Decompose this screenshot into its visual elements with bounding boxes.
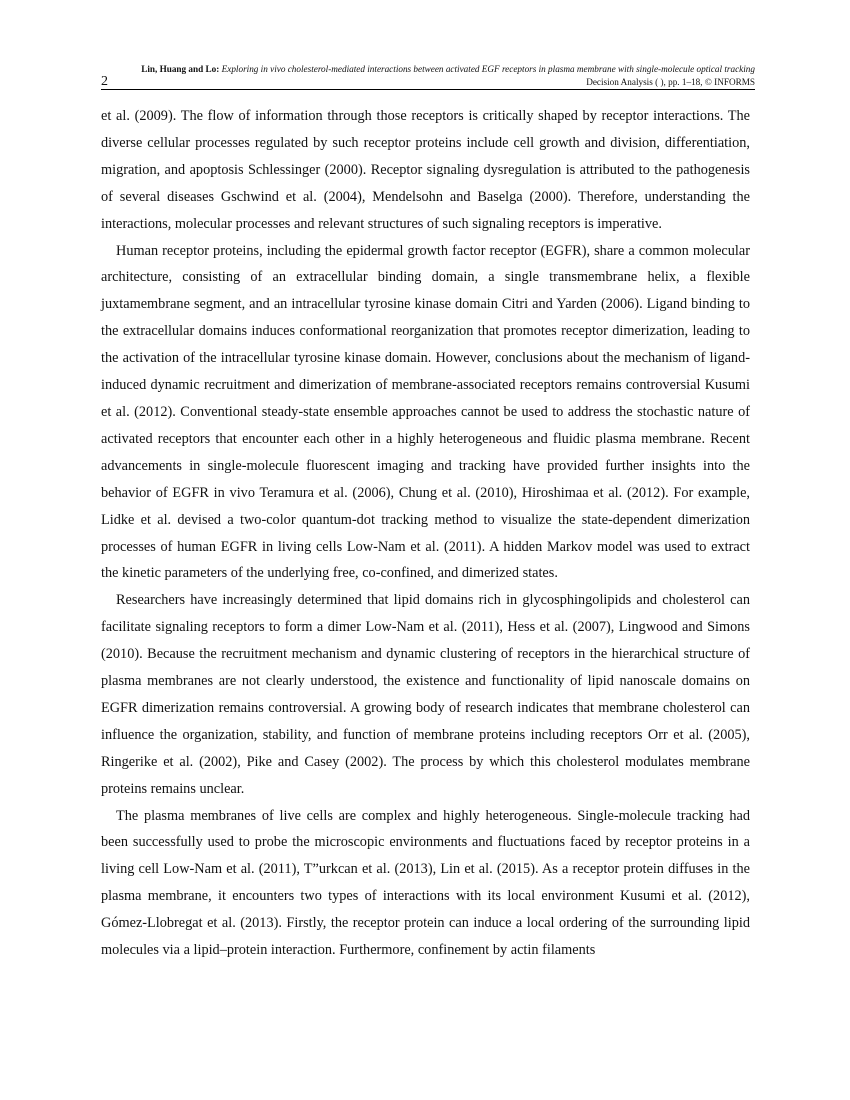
paragraph: Human receptor proteins, including the epidermal growth factor receptor (EGFR), share a common molecular architecture, consisting of an extracellular binding domain, a single transmembrane helix, a flexible juxtamembrane segment, and an intracellular tyrosine kinase domain Citri and Yarden (2006). Ligand binding to the extracellular domains induces conformational reorganization that promotes receptor dimerization, leading to the activation of the intracellular tyrosine kinase domain. However, conclusions about the mechanism of ligand-induced dynamic recruitment and dimerization of membrane-associated receptors remains controversial Kusumi et al. (2012). Conventional steady-state ensemble approaches cannot be used to address the stochastic nature of activated receptors that encounter each other in a highly heterogeneous and fluidic plasma membrane. Recent advancements in single-molecule fluorescent imaging and tracking have provided further insights into the behavior of EGFR in vivo Teramura et al. (2006), Chung et al. (2010), Hiroshimaa et al. (2012). For example, Lidke et al. devised a two-color quantum-dot tracking method to visualize the state-dependent dimerization processes of human EGFR in living cells Low-Nam et al. (2011). A hidden Markov model was used to extract the kinetic parameters of the underlying free, co-confined, and dimerized states. <box>101 242 750 582</box>
running-header <box>101 64 755 90</box>
page-number: 2 <box>101 74 108 89</box>
header-meta-row <box>101 75 755 89</box>
header-citation <box>101 64 755 75</box>
header-rule <box>101 89 755 90</box>
body-text <box>101 103 750 964</box>
paragraph: et al. (2009). The flow of information through those receptors is critically shaped by receptor interactions. The diverse cellular processes regulated by such receptor proteins include cell growth and division, differentiation, migration, and apoptosis Schlessinger (2000). Receptor signaling dysregulation is attributed to the pathogenesis of several diseases Gschwind et al. (2004), Mendelsohn and Baselga (2000). Therefore, understanding the interactions, molecular processes and relevant structures of such signaling receptors is imperative. <box>101 108 750 232</box>
paragraph: The plasma membranes of live cells are complex and highly heterogeneous. Single-molecule tracking had been successfully used to probe the microscopic environments and fluctuations faced by receptor proteins in a living cell Low-Nam et al. (2011), T”urkcan et al. (2013), Lin et al. (2015). As a receptor protein diffuses in the plasma membrane, it encounters two types of interactions with its local environment Kusumi et al. (2012), Gómez-Llobregat et al. (2013). Firstly, the receptor protein can induce a local ordering of the surrounding lipid molecules via a lipid–protein interaction. Furthermore, confinement by actin filaments <box>101 807 750 959</box>
journal-info: Decision Analysis ( ), pp. 1–18, © INFORMS <box>586 77 755 87</box>
paragraph: Researchers have increasingly determined that lipid domains rich in glycosphingolipids and cholesterol can facilitate signaling receptors to form a dimer Low-Nam et al. (2011), Hess et al. (2007), Lingwood and Simons (2010). Because the recruitment mechanism and dynamic clustering of receptors in the hierarchical structure of plasma membranes are not clearly understood, the existence and functionality of lipid nanoscale domains on EGFR dimerization remains controversial. A growing body of research indicates that membrane cholesterol can influence the organization, stability, and function of membrane proteins including receptors Orr et al. (2005), Ringerike et al. (2002), Pike and Casey (2002). The process by which this cholesterol modulates membrane proteins remains unclear. <box>101 592 750 797</box>
header-title: Exploring in vivo cholesterol-mediated interactions between activated EGF receptors in plasma membrane with single-molecule optical tracking <box>221 64 755 74</box>
header-authors: Lin, Huang and Lo: <box>141 64 220 74</box>
